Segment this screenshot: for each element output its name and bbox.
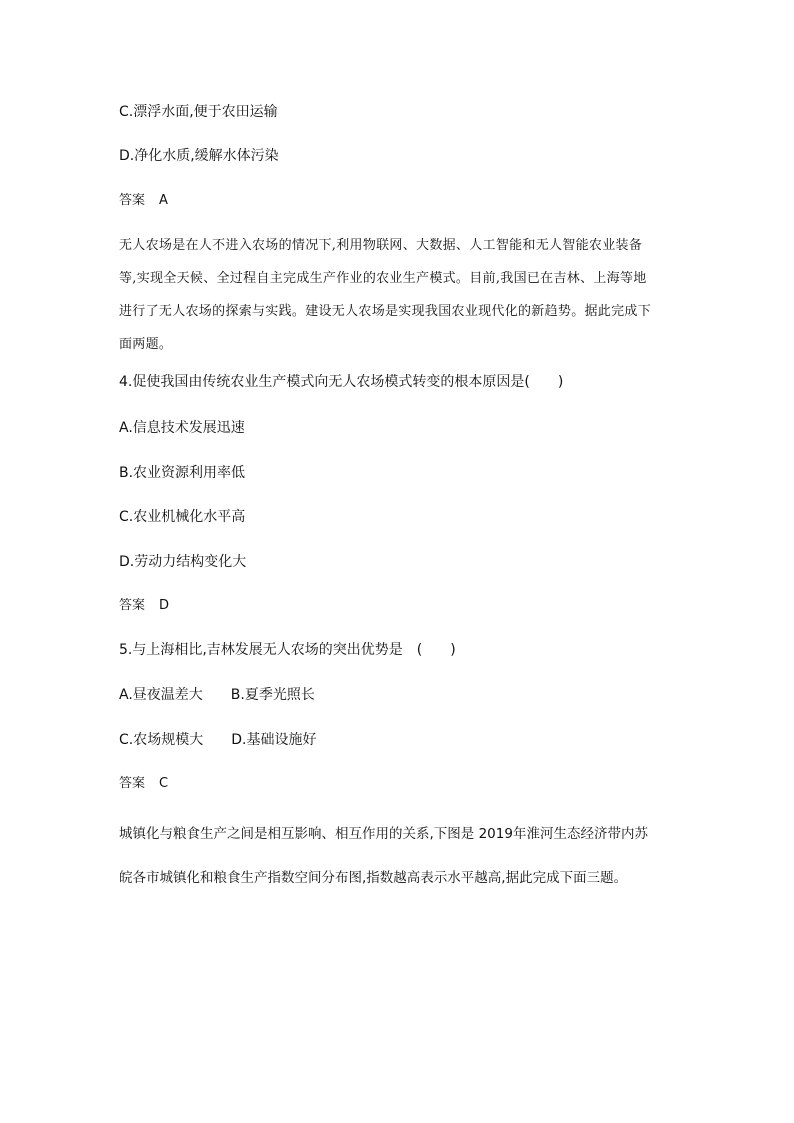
answer-value: A (159, 193, 168, 208)
answer-label: 答案 (119, 598, 146, 613)
q3-option-d: D.净化水质,缓解水体污染 (119, 148, 279, 164)
q4-option-b: B.农业资源利用率低 (119, 465, 246, 481)
passage-urbanization (119, 826, 648, 886)
passage-line: 等,实现全天候、全过程自主完成生产作业的农业生产模式。目前,我国已在吉林、上海等地 (119, 271, 647, 286)
q3-option-c: C.漂浮水面,便于农田运输 (119, 104, 278, 120)
q4-option-c: C.农业机械化水平高 (119, 509, 246, 525)
passage-line: 皖各市城镇化和粮食生产指数空间分布图,指数越高表示水平越高,据此完成下面三题。 (119, 870, 628, 886)
passage-unmanned-farm (119, 229, 679, 361)
answer-label: 答案 (119, 193, 146, 208)
answer-value: C (159, 776, 169, 791)
answer-label: 答案 (119, 776, 146, 791)
q4-stem: 4.促使我国由传统农业生产模式向无人农场模式转变的根本原因是( ) (119, 374, 564, 390)
q5-options-row-2: C.农场规模大 D.基础设施好 (119, 732, 317, 748)
q5-options-row-1: A.昼夜温差大 B.夏季光照长 (119, 687, 315, 703)
passage-line: 面两题。 (119, 337, 173, 352)
passage-line: 城镇化与粮食生产之间是相互影响、相互作用的关系,下图是 2019年淮河生态经济带内苏 (119, 826, 648, 842)
q4-answer (119, 598, 169, 614)
passage-line: 无人农场是在人不进入农场的情况下,利用物联网、大数据、人工智能和无人智能农业装备 (119, 238, 643, 253)
q4-option-d: D.劳动力结构变化大 (119, 554, 247, 570)
q5-answer (119, 776, 168, 792)
q5-stem: 5.与上海相比,吉林发展无人农场的突出优势是 ( ) (119, 642, 456, 658)
q4-option-a: A.信息技术发展迅速 (119, 420, 245, 436)
q3-answer (119, 193, 168, 209)
answer-value: D (159, 598, 170, 613)
passage-line: 进行了无人农场的探索与实践。建设无人农场是实现我国农业现代化的新趋势。据此完成下 (119, 304, 652, 319)
